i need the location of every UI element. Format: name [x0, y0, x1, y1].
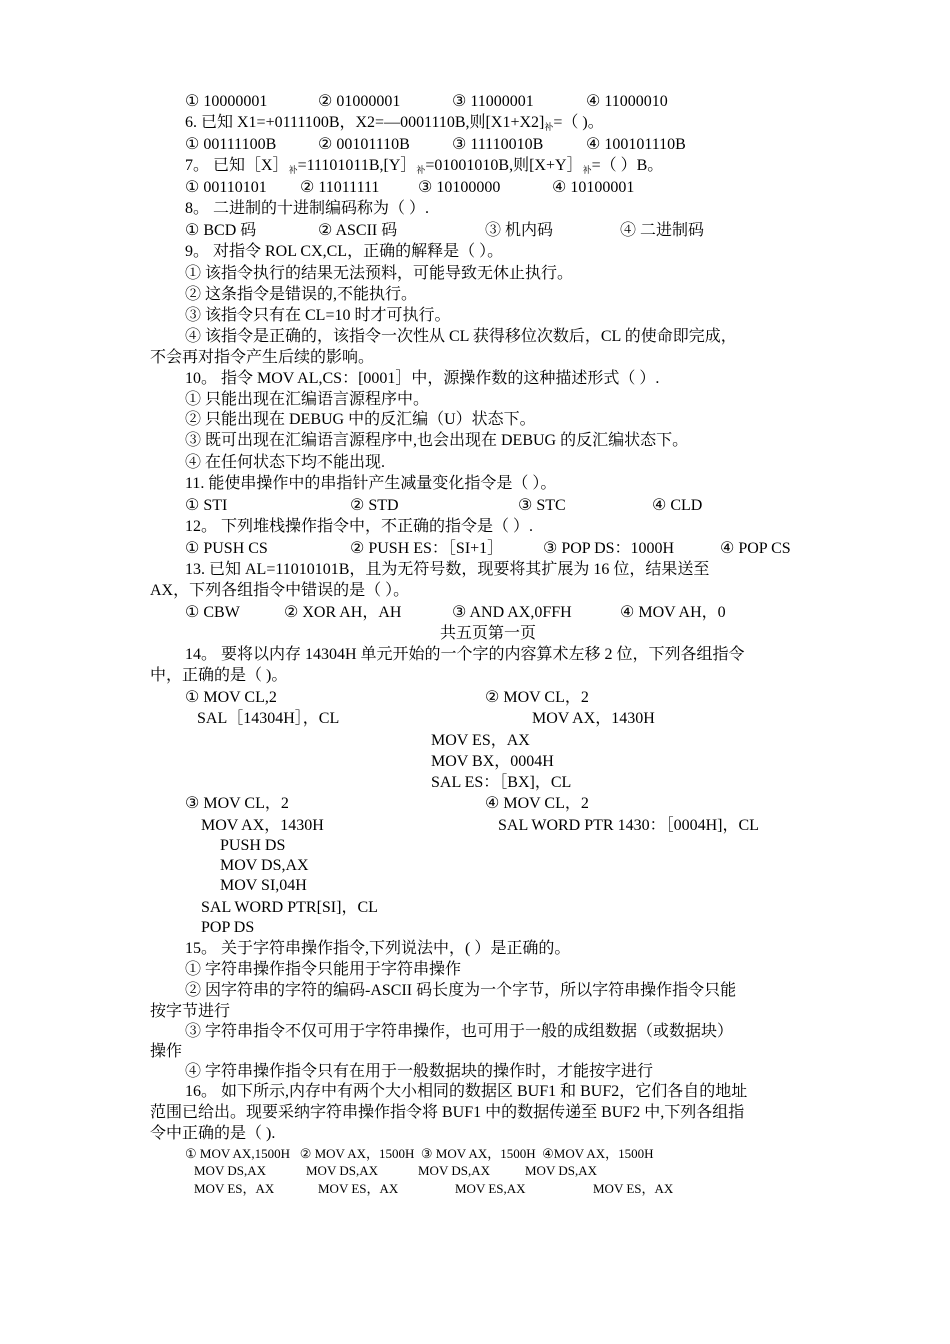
q7-question: 7。 已知$[X]_补=11101011B,[Y]_补=01001010B$,则[$X+Y]_补=$（ ）B。 — [185, 157, 664, 175]
q16-question-line2: 范围已给出。现要采纳字符串操作指令将 BUF1 中的数据传递至 BUF2 中,下列各组指 — [150, 1104, 745, 1121]
q16-opt3-line: MOV ES,AX — [455, 1181, 526, 1196]
q9-question: 9。 对指令 ROL CX,CL，正确的解释是（ ）。 — [185, 243, 504, 260]
q14-opt2-line: MOV ES，AX — [431, 732, 530, 749]
q5-option-1: ① 10000001 — [185, 93, 268, 110]
q6-option-2: ② 00101110B — [318, 136, 410, 153]
q14-opt2-line: ② MOV CL，2 — [485, 689, 589, 706]
q9-option-1: ① 该指令执行的结果无法预料，可能导致无休止执行。 — [185, 265, 574, 282]
q16-options-row1: ① MOV AX,1500H ② MOV AX，1500H ③ MOV AX，1500H ④MOV AX，1500H — [185, 1146, 654, 1161]
q9-option-2: ② 这条指令是错误的,不能执行。 — [185, 286, 418, 303]
q11-option-1: ① STI — [185, 497, 228, 514]
q5-option-3: ③ 11000001 — [452, 93, 534, 110]
q14-opt1-line: SAL［14304H］，CL — [197, 710, 340, 727]
q8-option-2: ② ASCII 码 — [318, 222, 398, 239]
q8-option-1: ① BCD 码 — [185, 222, 257, 239]
q6-option-4: ④ 100101110B — [586, 136, 686, 153]
q14-opt4-line: SAL WORD PTR 1430：［0004H]，CL — [498, 817, 759, 834]
q16-opt2-line: MOV DS,AX — [306, 1163, 378, 1178]
q10-option-2: ② 只能出现在 DEBUG 中的反汇编（U）状态下。 — [185, 411, 536, 428]
q13-option-1: ① CBW — [185, 604, 240, 621]
q12-option-4: ④ POP CS — [720, 540, 791, 557]
q10-option-3: ③ 既可出现在汇编语言源程序中,也会出现在 DEBUG 的反汇编状态下。 — [185, 432, 689, 449]
q14-opt3-line: POP DS — [201, 919, 255, 936]
q15-line: 操作 — [150, 1043, 183, 1060]
q13-option-2: ② XOR AH，AH — [284, 604, 402, 621]
q15-line: ③ 字符串指令不仅可用于字符串操作，也可用于一般的成组数据（或数据块） — [185, 1023, 734, 1040]
q9-option-4: ④ 该指令是正确的，该指令一次性从 CL 获得移位次数后，CL 的使命即完成， — [185, 328, 737, 345]
q13-option-3: ③ AND AX,0FFH — [452, 604, 572, 621]
q11-option-2: ② STD — [350, 497, 399, 514]
q16-opt1-line: MOV ES，AX — [194, 1181, 275, 1196]
q14-opt3-line: SAL WORD PTR[SI]，CL — [201, 899, 378, 916]
q8-option-4: ④ 二进制码 — [620, 222, 705, 239]
q9-option-3: ③ 该指令只有在 CL=10 时才可执行。 — [185, 307, 451, 324]
q14-opt4-line: ④ MOV CL，2 — [485, 795, 589, 812]
q16-opt3-line: MOV DS,AX — [418, 1163, 490, 1178]
q16-opt4-line: MOV ES，AX — [593, 1181, 674, 1196]
q14-opt1-line: ① MOV CL,2 — [185, 689, 277, 706]
q16-question-line1: 16。 如下所示,内存中有两个大小相同的数据区 BUF1 和 BUF2，它们各自的地址 — [185, 1083, 748, 1100]
q5-option-4: ④ 11000010 — [586, 93, 668, 110]
q14-question-line1: 14。 要将以内存 14304H 单元开始的一个字的内容算术左移 2 位，下列各组指令 — [185, 646, 745, 663]
q8-option-3: ③ 机内码 — [485, 222, 554, 239]
q14-opt2-line: SAL ES：［BX]，CL — [431, 774, 572, 791]
q5-option-2: ② 01000001 — [318, 93, 401, 110]
q6-option-1: ① 00111100B — [185, 136, 277, 153]
q13-question-line1: 13. 已知 AL=11010101B，且为无符号数，现要将其扩展为 16 位，结果送至 — [185, 561, 710, 578]
q12-option-3: ③ POP DS：1000H — [543, 540, 675, 557]
q8-question: 8。 二进制的十进制编码称为（ ）. — [185, 200, 430, 217]
q16-question-line3: 令中正确的是（ ). — [150, 1125, 276, 1142]
q14-question-line2: 中，正确的是（ )。 — [150, 667, 288, 684]
q6-option-3: ③ 11110010B — [452, 136, 544, 153]
q14-opt3-line: PUSH DS — [220, 837, 286, 854]
q16-opt2-line: MOV ES，AX — [318, 1181, 399, 1196]
q14-opt3-line: MOV DS,AX — [220, 857, 309, 874]
q16-opt4-line: MOV DS,AX — [525, 1163, 597, 1178]
q10-option-4: ④ 在任何状态下均不能出现. — [185, 454, 386, 471]
q11-question: 11. 能使串操作中的串指针产生减量变化指令是（ ）。 — [185, 475, 557, 492]
q15-line: ① 字符串操作指令只能用于字符串操作 — [185, 961, 462, 978]
q7-option-4: ④ 10100001 — [552, 179, 635, 196]
q14-opt2-line: MOV AX，1430H — [532, 710, 655, 727]
q14-opt2-line: MOV BX，0004H — [431, 753, 554, 770]
q15-line: 按字节进行 — [150, 1003, 231, 1020]
q13-question-line2: AX，下列各组指令中错误的是（ ）。 — [150, 582, 410, 599]
q7-option-2: ② 11011111 — [300, 179, 380, 196]
q7-option-3: ③ 10100000 — [418, 179, 501, 196]
q14-opt3-line: MOV SI,04H — [220, 877, 307, 894]
q15-line: ② 因字符串的字符的编码-ASCII 码长度为一个字节，所以字符串操作指令只能 — [185, 982, 737, 999]
q11-option-3: ③ STC — [518, 497, 566, 514]
q7-option-1: ① 00110101 — [185, 179, 267, 196]
q15-line: ④ 字符串操作指令只有在用于一般数据块的操作时，才能按字进行 — [185, 1063, 654, 1080]
q15-question: 15。 关于字符串操作指令,下列说法中，( ）是正确的。 — [185, 940, 571, 957]
page-footer: 共五页第一页 — [440, 625, 537, 642]
q11-option-4: ④ CLD — [652, 497, 703, 514]
q10-option-1: ① 只能出现在汇编语言源程序中。 — [185, 391, 430, 408]
q14-opt3-line: ③ MOV CL，2 — [185, 795, 289, 812]
q6-question: 6. 已知 X1=+0111100B，X2=—0001110B,则$[X1+X2]_补=$（ )。 — [185, 114, 604, 132]
q14-opt3-line: MOV AX，1430H — [201, 817, 324, 834]
q10-question: 10。 指令 MOV AL,CS：[0001］中，源操作数的这种描述形式（ ）. — [185, 370, 660, 387]
q12-option-1: ① PUSH CS — [185, 540, 268, 557]
q12-question: 12。 下列堆栈操作指令中，不正确的指令是（ ）. — [185, 518, 534, 535]
q9-option-4-cont: 不会再对指令产生后续的影响。 — [150, 349, 375, 366]
q12-option-2: ② PUSH ES：［SI+1］ — [350, 540, 504, 557]
q16-opt1-line: MOV DS,AX — [194, 1163, 266, 1178]
q13-option-4: ④ MOV AH，0 — [620, 604, 726, 621]
